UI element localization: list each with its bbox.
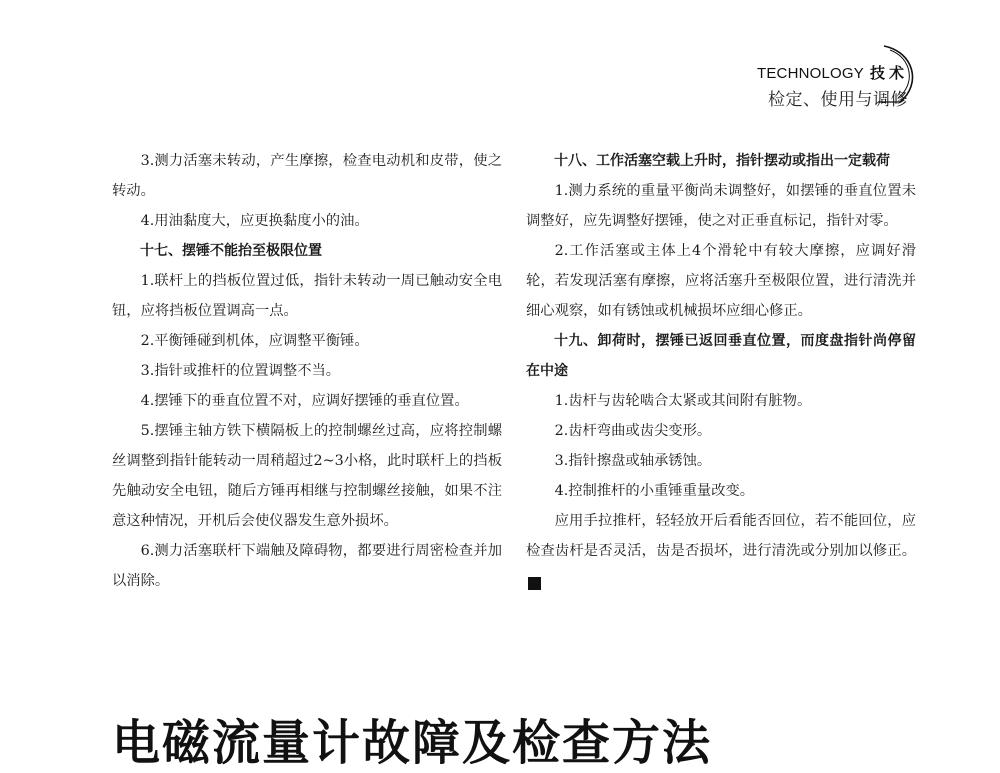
paragraph-text: 十八、工作活塞空载上升时，指针摆动或指出一定载荷: [554, 153, 890, 169]
paragraph-text: 2.平衡锤碰到机体，应调整平衡锤。: [140, 333, 369, 349]
paragraph-text: 应用手拉推杆，轻轻放开后看能否回位，若不能回位，应检查齿杆是否灵活，齿是否损坏，进行清洗或分别加以修正。: [526, 513, 916, 559]
section-label-en: TECHNOLOGY: [756, 65, 864, 82]
section-heading: [526, 326, 916, 386]
section-subtitle: 检定、使用与调修: [768, 90, 908, 110]
body-paragraph: [112, 326, 502, 356]
header-arc-decoration: [878, 44, 922, 114]
paragraph-text: 6.测力活塞联杆下端触及障碍物，都要进行周密检查并加以消除。: [112, 543, 502, 589]
paragraph-text: 十七、摆锤不能抬至极限位置: [140, 243, 322, 259]
paragraph-text: 1.齿杆与齿轮啮合太紧或其间附有脏物。: [554, 393, 812, 409]
body-paragraph: [112, 356, 502, 386]
body-paragraph: [526, 446, 916, 476]
body-paragraph: [526, 176, 916, 236]
end-mark-icon: 计: [528, 577, 541, 590]
paragraph-text: 十九、卸荷时，摆锤已返回垂直位置，而度盘指针尚停留在中途: [526, 333, 916, 379]
body-paragraph: [526, 416, 916, 446]
paragraph-text: 1.测力系统的重量平衡尚未调整好，如摆锤的垂直位置未调整好，应先调整好摆锤，使之对正垂直标记，指针对零。: [526, 183, 916, 229]
section-heading: [112, 236, 502, 266]
body-paragraph: [112, 266, 502, 326]
section-label-zh: 技术: [869, 64, 908, 82]
paragraph-text: 3.指针或推杆的位置调整不当。: [140, 363, 341, 379]
body-paragraph: [112, 206, 502, 236]
body-paragraph: [526, 386, 916, 416]
paragraph-text: 2.工作活塞或主体上4个滑轮中有较大摩擦，应调好滑轮，若发现活塞有摩擦，应将活塞升至极限位置，进行清洗并细心观察，如有锈蚀或机械损坏应细心修正。: [526, 243, 916, 319]
article-title: 电磁流量计故障及检查方法: [112, 715, 713, 771]
body-paragraph: [526, 476, 916, 506]
body-paragraph: [112, 386, 502, 416]
paragraph-text: 1.联杆上的挡板位置过低，指针未转动一周已触动安全电钮，应将挡板位置调高一点。: [112, 273, 502, 319]
body-paragraph: [112, 536, 502, 596]
right-column: [526, 146, 916, 596]
paragraph-text: 3.测力活塞未转动，产生摩擦，检查电动机和皮带，使之转动。: [112, 153, 502, 199]
body-paragraph: [112, 146, 502, 206]
paragraph-text: 4.控制推杆的小重锤重量改变。: [554, 483, 755, 499]
paragraph-text: 2.齿杆弯曲或齿尖变形。: [554, 423, 712, 439]
body-paragraph: [526, 236, 916, 326]
paragraph-text: 3.指针擦盘或轴承锈蚀。: [554, 453, 712, 469]
body-paragraph: [112, 416, 502, 536]
paragraph-text: 4.用油黏度大，应更换黏度小的油。: [140, 213, 369, 229]
body-paragraph: [526, 506, 916, 596]
section-heading: [526, 146, 916, 176]
paragraph-text: 4.摆锤下的垂直位置不对，应调好摆锤的垂直位置。: [140, 393, 469, 409]
left-column: [112, 146, 502, 596]
paragraph-text: 5.摆锤主轴方铁下横隔板上的控制螺丝过高，应将控制螺丝调整到指针能转动一周稍超过2~3小格，此时联杆上的挡板先触动安全电钮，随后方锤再相继与控制螺丝接触，如果不注意这种情况，开机后会使仪器发生意外损坏。: [112, 423, 502, 529]
